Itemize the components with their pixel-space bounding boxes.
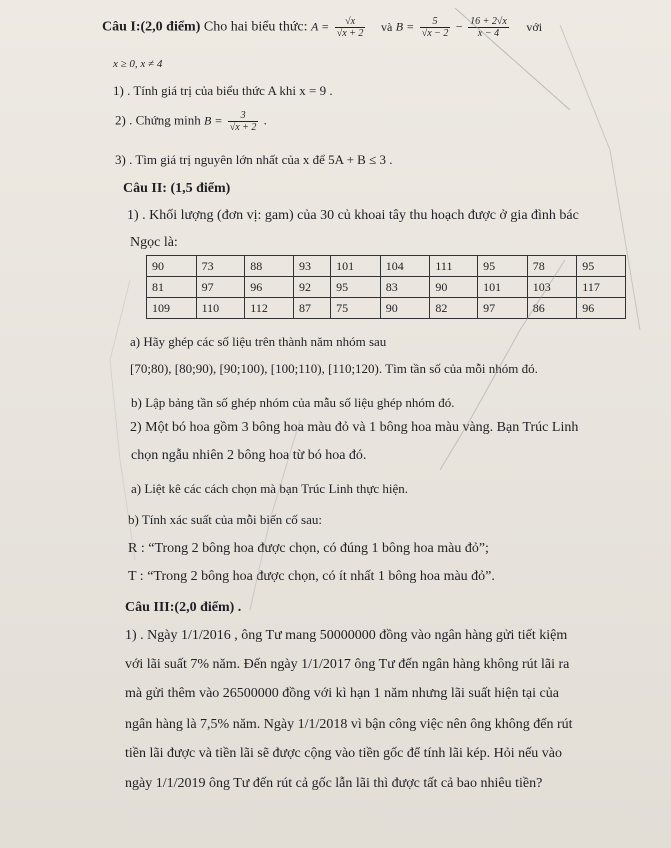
q1-part2-fraction (228, 110, 259, 133)
q3-line3: mà gửi thêm vào 26500000 đồng với kì hạn 1 năm nhưng lãi suất hiện tại của (125, 686, 559, 701)
potato-weight-table (146, 255, 626, 319)
expr-a-numerator: √x (335, 16, 366, 28)
q2-part1b: b) Lập bảng tần số ghép nhóm của mẫu số liệu ghép nhóm đó. (131, 395, 455, 410)
q2-part2-line1: 2) Một bó hoa gồm 3 bông hoa màu đỏ và 1 bông hoa màu vàng. Bạn Trúc Linh (130, 420, 579, 435)
q1-part1: 1) . Tính giá trị của biểu thức A khi x = 9 . (113, 83, 333, 98)
q1-title: Câu I:(2,0 điểm) (102, 19, 201, 35)
q1-part2-numerator: 3 (228, 110, 259, 122)
table-cell: 110 (196, 298, 245, 319)
q3-title: Câu III:(2,0 điểm) . (125, 600, 242, 615)
q2-part2a: a) Liệt kê các cách chọn mà bạn Trúc Linh thực hiện. (131, 481, 409, 496)
minus-sign: − (455, 19, 463, 34)
q1-part2-denominator: √x + 2 (229, 122, 257, 133)
table-cell: 90 (147, 256, 197, 277)
table-cell: 97 (196, 277, 245, 298)
table-row (147, 277, 626, 298)
expr-b-term1 (420, 16, 451, 39)
table-cell: 117 (577, 277, 626, 298)
table-cell: 92 (293, 277, 330, 298)
q3-line5: tiền lãi được và tiền lãi sẽ được cộng vào tiền gốc để tính lãi kép. Hỏi nếu vào (125, 746, 563, 761)
q1-part2 (115, 110, 267, 133)
q1-part3: 3) . Tìm giá trị nguyên lớn nhất của x để 5A + B ≤ 3 . (115, 152, 393, 167)
q2-part2-line2: chọn ngẫu nhiên 2 bông hoa từ bó hoa đó. (131, 448, 367, 463)
table-cell: 103 (527, 277, 577, 298)
q1-part2-lhs: B = (204, 113, 223, 128)
table-cell: 83 (380, 277, 430, 298)
table-row (147, 298, 626, 319)
q2-part1-line2: Ngọc là: (130, 235, 178, 250)
expr-a-lhs: A = (311, 19, 330, 34)
table-cell: 96 (245, 277, 294, 298)
table-cell: 73 (196, 256, 245, 277)
table-cell: 112 (245, 298, 294, 319)
table-cell: 78 (527, 256, 577, 277)
q3-line1: 1) . Ngày 1/1/2016 , ông Tư mang 50000000 đồng vào ngân hàng gửi tiết kiệm (125, 628, 568, 643)
expr-b-term1-numerator: 5 (420, 16, 451, 28)
q1-header-line (102, 16, 542, 39)
table-cell: 75 (331, 298, 381, 319)
q2-part1a-line2: [70;80), [80;90), [90;100), [100;110), [110;120). Tìm tần số của mỗi nhóm đó. (130, 361, 538, 376)
table-cell: 101 (331, 256, 381, 277)
q3-line6: ngày 1/1/2019 ông Tư đến rút cả gốc lẫn lãi thì được tất cả bao nhiêu tiền? (125, 776, 543, 791)
q1-intro: Cho hai biểu thức: (203, 19, 308, 35)
table-cell: 81 (147, 277, 197, 298)
expr-b-term1-denominator: √x − 2 (421, 28, 449, 39)
table-cell: 82 (430, 298, 478, 319)
potato-weight-table-body (147, 256, 626, 319)
q1-part2-end: . (263, 112, 267, 128)
table-cell: 90 (430, 277, 478, 298)
q1-condition: x ≥ 0, x ≠ 4 (113, 58, 163, 70)
q2-event-t: T : “Trong 2 bông hoa được chọn, có ít nhất 1 bông hoa màu đỏ”. (128, 569, 495, 584)
conjunction-with: với (526, 19, 543, 34)
table-cell: 93 (293, 256, 330, 277)
table-cell: 87 (293, 298, 330, 319)
table-cell: 95 (331, 277, 381, 298)
q3-line2: với lãi suất 7% năm. Đến ngày 1/1/2017 ông Tư đến ngân hàng không rút lãi ra (125, 657, 570, 672)
table-cell: 86 (527, 298, 577, 319)
expr-b-lhs: B = (395, 19, 415, 34)
q3-line4: ngân hàng là 7,5% năm. Ngày 1/1/2018 vì bận công việc nên ông không đến rút (125, 717, 573, 732)
q2-part2b: b) Tính xác suất của mỗi biến cố sau: (128, 512, 322, 527)
table-row (147, 256, 626, 277)
expr-b-term2-numerator: 16 + 2√x (470, 16, 507, 27)
table-cell: 111 (430, 256, 478, 277)
q2-part1a-line1: a) Hãy ghép các số liệu trên thành năm nhóm sau (130, 334, 387, 349)
table-cell: 97 (478, 298, 528, 319)
table-cell: 96 (577, 298, 626, 319)
q1-part2-text: 2) . Chứng minh (115, 112, 201, 128)
q2-event-r: R : “Trong 2 bông hoa được chọn, có đúng 1 bông hoa màu đỏ”; (128, 541, 489, 556)
expr-a-fraction (335, 16, 366, 39)
q2-part1-line1: 1) . Khối lượng (đơn vị: gam) của 30 củ khoai tây thu hoạch được ở gia đình bác (127, 208, 579, 223)
table-cell: 95 (478, 256, 528, 277)
expr-b-term2 (468, 16, 509, 39)
table-cell: 104 (380, 256, 430, 277)
table-cell: 109 (147, 298, 197, 319)
q2-title: Câu II: (1,5 điểm) (123, 181, 231, 196)
expr-a-denominator: √x + 2 (336, 28, 364, 39)
conjunction-and: và (380, 19, 393, 34)
table-cell: 101 (478, 277, 528, 298)
expr-b-term2-denominator: x − 4 (477, 28, 500, 39)
table-cell: 95 (577, 256, 626, 277)
table-cell: 90 (380, 298, 430, 319)
table-cell: 88 (245, 256, 294, 277)
